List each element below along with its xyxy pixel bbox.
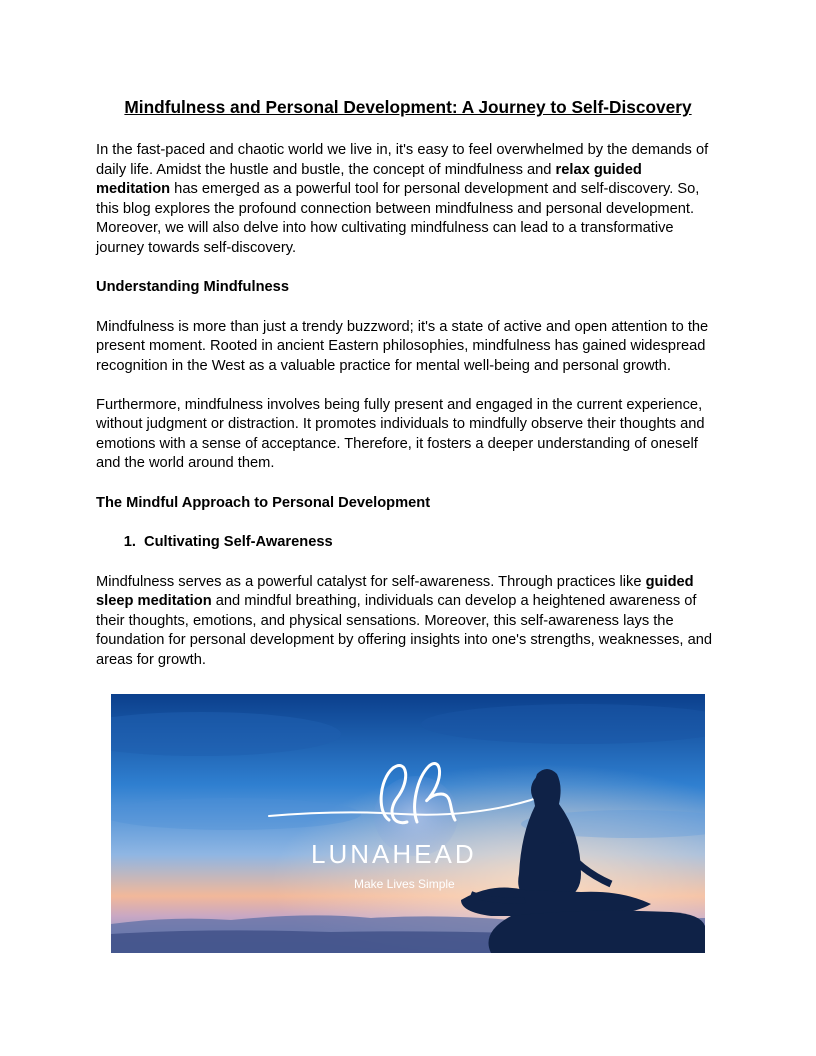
understanding-paragraph-2: Furthermore, mindfulness involves being fully present and engaged in the current experience, without judgment or distraction. It promotes individuals to mindfully observe their thoughts and emotions with a sense of acceptance. Therefore, it fosters a deeper understanding of oneself and the world around them.	[96, 396, 705, 471]
intro-text-after: has emerged as a powerful tool for personal development and self-discovery. So, this blog explores the profound connection between mindfulness and personal development. Moreover, we will also delve into how cultivating mindfulness can lead to a transformative journey towards self-discovery.	[96, 181, 700, 256]
understanding-paragraph-1: Mindfulness is more than just a trendy buzzword; it's a state of active and open attention to the present moment. Rooted in ancient Eastern philosophies, mindfulness has gained widespread recognition in the West as a valuable practice for mental well-being and personal growth.	[96, 318, 709, 374]
brand-name: LUNAHEAD	[311, 839, 477, 869]
section-heading-understanding: Understanding Mindfulness	[96, 279, 289, 295]
list-item-label: Cultivating Self-Awareness	[144, 534, 333, 550]
intro-bold-keyword: relax guided meditation	[96, 161, 642, 197]
page-title: Mindfulness and Personal Development: A Journey to Self-Discovery	[124, 97, 692, 117]
meditation-scene-illustration	[111, 694, 705, 953]
self-awareness-paragraph	[96, 573, 720, 671]
brand-tagline: Make Lives Simple	[354, 877, 455, 891]
self-awareness-bold-keyword: guided sleep meditation	[96, 573, 694, 609]
lunahead-banner-image	[111, 694, 705, 953]
list-item-number: 1.	[123, 534, 136, 550]
self-awareness-text-after: and mindful breathing, individuals can develop a heightened awareness of their thoughts, emotions, and physical sensations. Moreover, this self-awareness lays the foundation for personal development by offering insights into one's strengths, weaknesses, and areas for growth.	[96, 593, 713, 668]
section-heading-approach: The Mindful Approach to Personal Development	[96, 494, 431, 511]
intro-paragraph	[96, 141, 720, 258]
list-item	[96, 533, 720, 553]
document-page	[96, 95, 720, 670]
intro-text-before: In the fast-paced and chaotic world we live in, it's easy to feel overwhelmed by the demands of daily life. Amidst the hustle and bustle, the concept of mindfulness and	[96, 142, 709, 178]
self-awareness-text-before: Mindfulness serves as a powerful catalyst for self-awareness. Through practices like	[96, 573, 646, 590]
